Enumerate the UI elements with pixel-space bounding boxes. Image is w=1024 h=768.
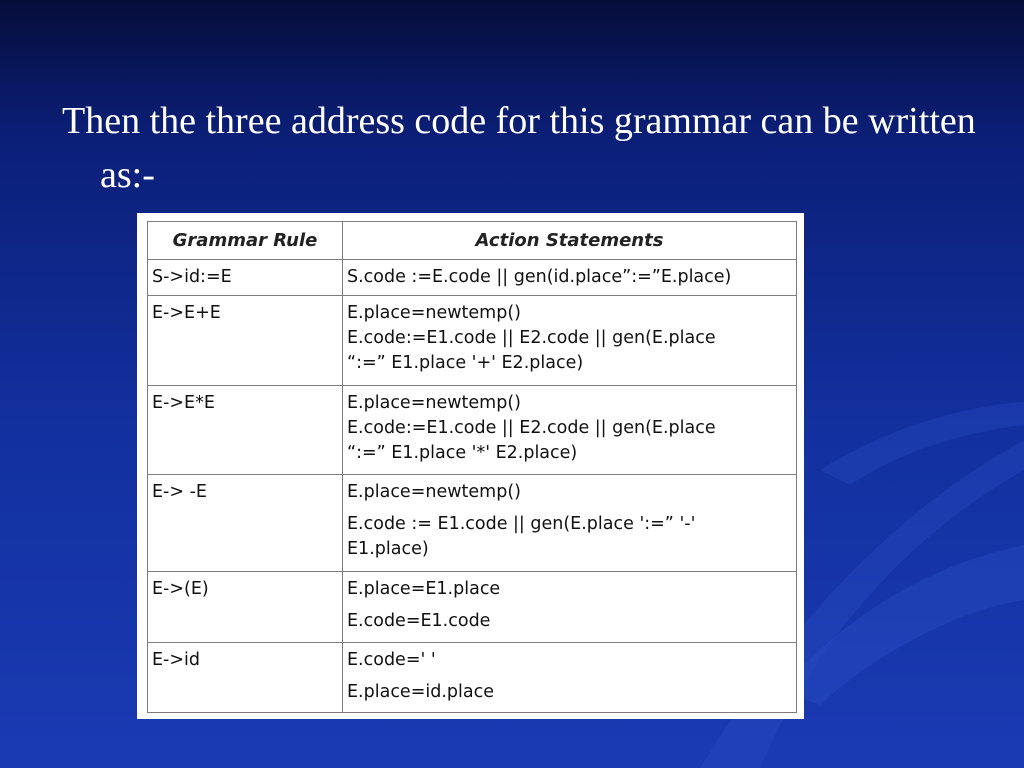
- table-row: [148, 385, 797, 475]
- action-line: “:=” E1.place '+' E2.place): [347, 353, 584, 374]
- action-line: E.code=' ': [347, 649, 436, 670]
- rule-cell: E->id: [148, 642, 343, 712]
- action-cell: [343, 260, 797, 296]
- table-row: [148, 260, 797, 296]
- action-cell: [343, 475, 797, 572]
- grammar-table: [147, 221, 797, 713]
- grammar-table-frame: [137, 213, 804, 719]
- action-cell: [343, 296, 797, 386]
- action-line: E.place=newtemp(): [347, 482, 521, 503]
- action-cell: [343, 572, 797, 642]
- action-line: E.place=E1.place: [347, 579, 501, 600]
- action-line: E1.place): [347, 539, 429, 560]
- table-header-row: [148, 222, 797, 260]
- action-line: S.code :=E.code || gen(id.place”:=”E.place): [347, 267, 732, 287]
- action-line: E.place=newtemp(): [347, 392, 521, 413]
- action-line: E.code=E1.code: [347, 611, 491, 632]
- action-line: E.code:=E1.code || E2.code || gen(E.place: [347, 328, 716, 349]
- rule-cell: E->E+E: [148, 296, 343, 386]
- action-line: “:=” E1.place '*' E2.place): [347, 442, 578, 463]
- table-row: [148, 572, 797, 642]
- action-cell: [343, 385, 797, 475]
- slide-text: Then the three address code for this grammar can be written as:-: [62, 100, 976, 196]
- action-line: E.code:=E1.code || E2.code || gen(E.place: [347, 417, 716, 438]
- action-line: E.place=newtemp(): [347, 303, 521, 324]
- rule-cell: S->id:=E: [148, 260, 343, 296]
- header-grammar-rule: Grammar Rule: [148, 222, 343, 260]
- action-cell: [343, 642, 797, 712]
- rule-cell: E->(E): [148, 572, 343, 642]
- header-action-statements: Action Statements: [343, 222, 797, 260]
- rule-cell: E-> -E: [148, 475, 343, 572]
- table-row: [148, 296, 797, 386]
- action-line: E.place=id.place: [347, 681, 494, 702]
- table-row: [148, 475, 797, 572]
- table-row: [148, 642, 797, 712]
- rule-cell: E->E*E: [148, 385, 343, 475]
- action-line: E.code := E1.code || gen(E.place ':=” '-': [347, 514, 696, 535]
